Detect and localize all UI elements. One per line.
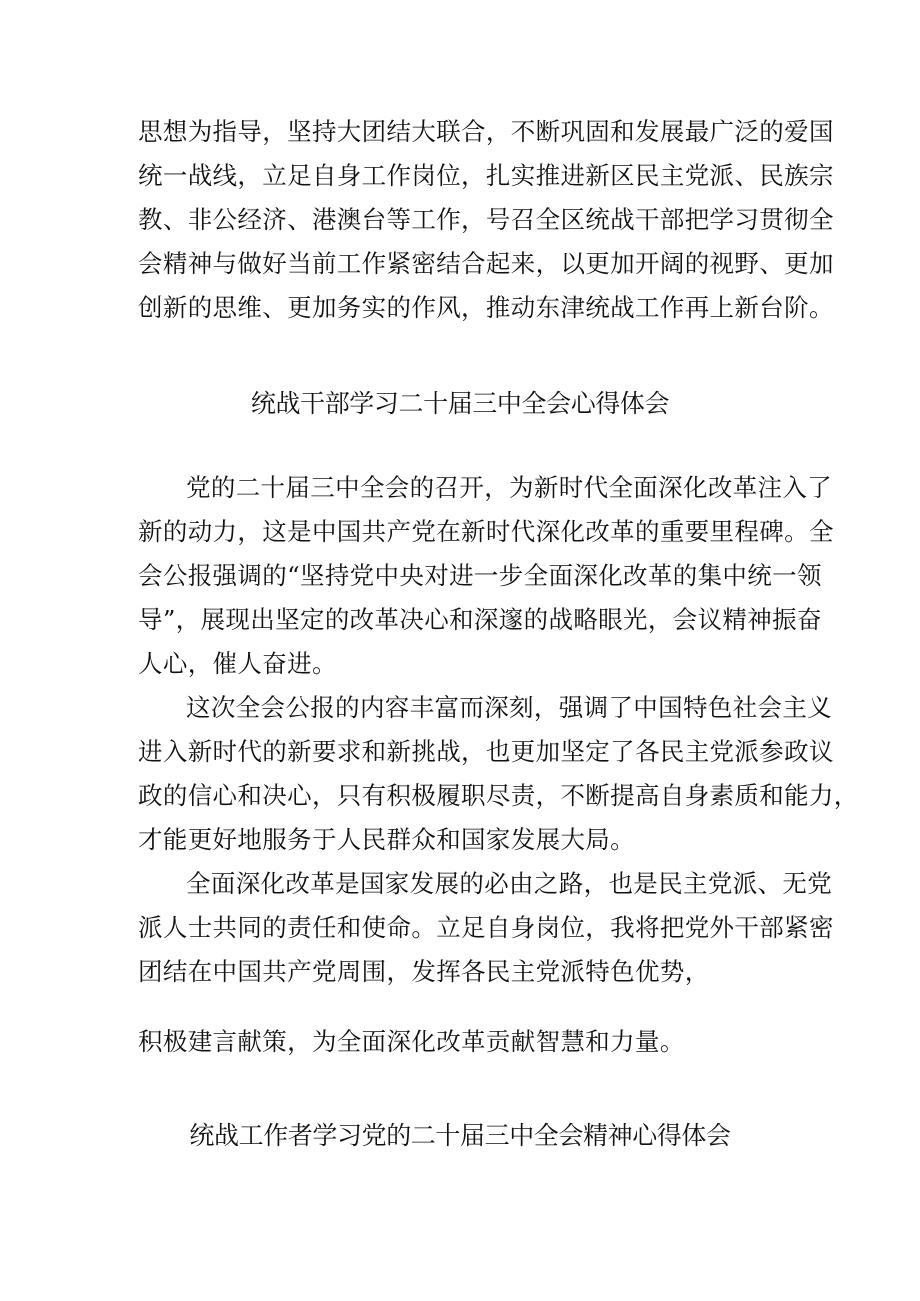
text-line: 才能更好地服务于人民群众和国家发展大局。 (138, 825, 635, 854)
text-line: 思想为指导，坚持大团结大联合，不断巩固和发展最广泛的爱国 (138, 117, 834, 146)
text-line: 创新的思维、更加务实的作风，推动东津统战工作再上新台阶。 (138, 293, 834, 322)
text-line: 人心，催人奋进。 (138, 649, 337, 678)
text-line: 政的信心和决心，只有积极履职尽责，不断提高自身素质和能力， (138, 781, 859, 810)
text-line: 导”，展现出坚定的改革决心和深邃的战略眼光，会议精神振奋 (138, 605, 822, 634)
text-line: 积极建言献策，为全面深化改革贡献智慧和力量。 (138, 1027, 685, 1056)
text-line: 会精神与做好当前工作紧密结合起来，以更加开阔的视野、更加 (138, 249, 834, 278)
text-line: 会公报强调的“坚持党中央对进一步全面深化改革的集中统一领 (138, 561, 822, 590)
section-heading-1: 统战干部学习二十届三中全会心得体会 (250, 389, 670, 418)
text-line: 全面深化改革是国家发展的必由之路，也是民主党派、无党 (186, 869, 833, 898)
text-line: 教、非公经济、港澳台等工作，号召全区统战干部把学习贯彻全 (138, 205, 834, 234)
text-line: 进入新时代的新要求和新挑战，也更加坚定了各民主党派参政议 (138, 737, 834, 766)
text-line: 新的动力，这是中国共产党在新时代深化改革的重要里程碑。全 (138, 517, 834, 546)
text-line: 这次全会公报的内容丰富而深刻，强调了中国特色社会主义 (186, 693, 833, 722)
section-heading-2: 统战工作者学习党的二十届三中全会精神心得体会 (189, 1121, 731, 1150)
text-line: 派人士共同的责任和使命。立足自身岗位，我将把党外干部紧密 (138, 913, 834, 942)
text-line: 统一战线，立足自身工作岗位，扎实推进新区民主党派、民族宗 (138, 161, 834, 190)
text-line: 团结在中国共产党周围，发挥各民主党派特色优势， (138, 957, 710, 986)
text-line: 党的二十届三中全会的召开，为新时代全面深化改革注入了 (186, 473, 833, 502)
